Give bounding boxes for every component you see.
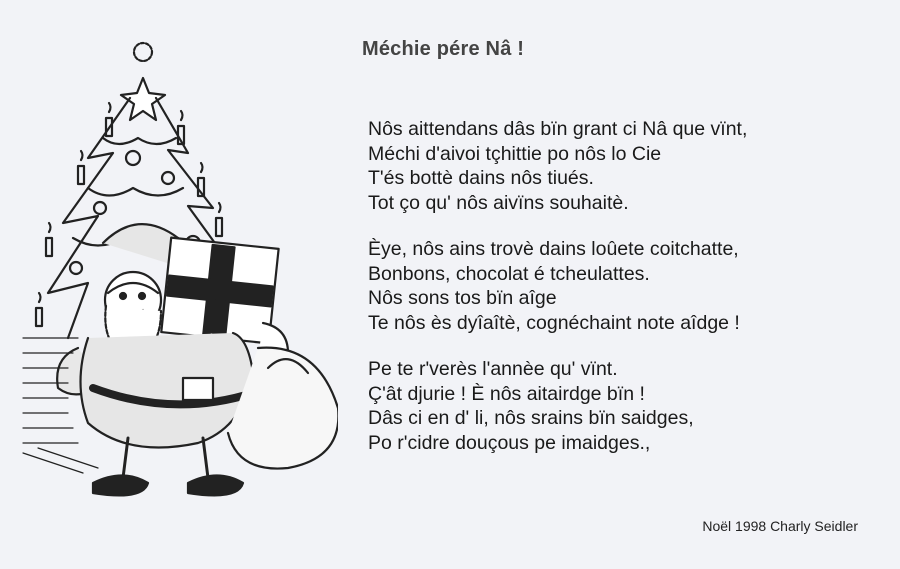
poem-line: Dâs ci en d' li, nôs srains bïn saidges, xyxy=(368,407,694,429)
poem-stanza xyxy=(368,357,868,455)
poem-line: Nôs aittendans dâs bïn grant ci Nâ que vïnt, xyxy=(368,118,748,140)
poem-line: Te nôs ès dyîaîtè, cognéchaint note aîdge ! xyxy=(368,311,740,334)
poem-line: Pe te r'verès l'annèe qu' vïnt. xyxy=(368,358,618,380)
santa-illustration xyxy=(18,38,338,503)
poem-stanza xyxy=(368,117,868,215)
poem-stanza xyxy=(368,237,868,335)
poem-body xyxy=(368,117,868,477)
poem-line: Po r'cidre douçous pe imaidges., xyxy=(368,431,651,454)
poem-title: Méchie pére Nâ ! xyxy=(362,38,525,60)
poem-line: Tot ço qu' nôs aivïns souhaitè. xyxy=(368,191,629,214)
poem-line: Nôs sons tos bïn aîge xyxy=(368,287,557,309)
poem-line: Èye, nôs ains trovè dains loûete coitchatte, xyxy=(368,238,739,260)
signature: Noël 1998 Charly Seidler xyxy=(702,518,858,534)
poem-line: T'és bottè dains nôs tiués. xyxy=(368,167,594,189)
santa-with-christmas-tree-icon xyxy=(18,38,338,503)
poem-line: Méchi d'aivoi tçhittie po nôs lo Cie xyxy=(368,142,662,165)
poem-line: Ç'ât djurie ! È nôs aitairdge bïn ! xyxy=(368,382,645,405)
poem-line: Bonbons, chocolat é tcheulattes. xyxy=(368,262,650,285)
